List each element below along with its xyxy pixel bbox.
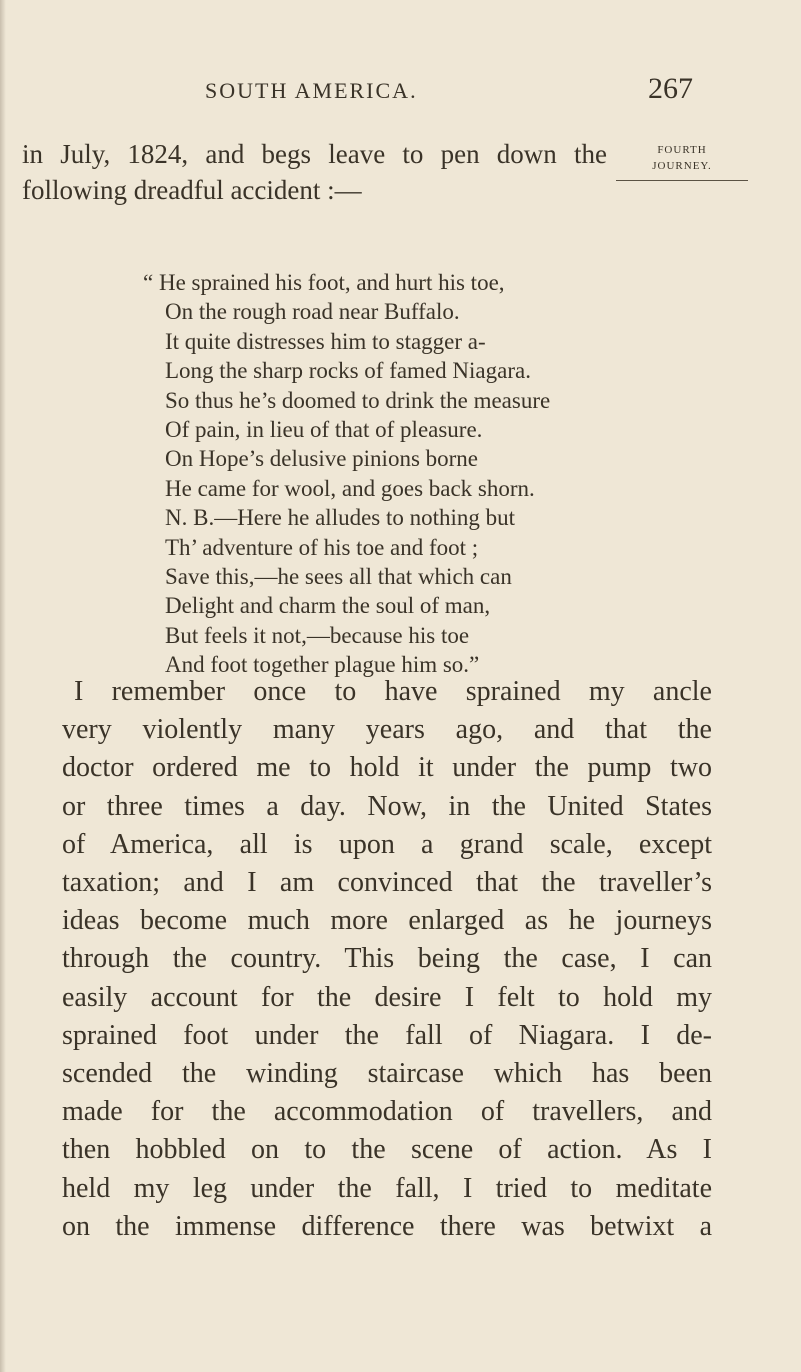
- text-line: taxation; and I am convinced that the traveller’s: [62, 867, 712, 899]
- text-line: through the country. This being the case, I can: [62, 943, 712, 975]
- text-line: in July, 1824, and begs leave to pen down the: [22, 139, 607, 169]
- poem-line: So thus he’s doomed to drink the measure: [165, 387, 551, 413]
- margin-note-line: FOURTH: [657, 144, 707, 156]
- poem-line: “ He sprained his foot, and hurt his toe,: [143, 270, 505, 295]
- text-line: doctor ordered me to hold it under the pump two: [62, 752, 712, 784]
- text-line: ideas become much more enlarged as he journeys: [62, 905, 712, 937]
- text-line: held my leg under the fall, I tried to meditate: [62, 1172, 712, 1204]
- page-edge-shadow: [0, 0, 6, 1372]
- text-line: scended the winding staircase which has been: [62, 1058, 712, 1090]
- page-number: 267: [648, 72, 693, 105]
- running-head: SOUTH AMERICA.: [205, 78, 418, 103]
- poem-line: Th’ adventure of his toe and foot ;: [165, 534, 479, 560]
- margin-note-line: JOURNEY.: [652, 160, 712, 172]
- poem-block: [143, 268, 605, 680]
- poem-line: On the rough road near Buffalo.: [165, 299, 460, 325]
- poem-line: And foot together plague him so.”: [165, 652, 480, 678]
- poem-line: He came for wool, and goes back shorn.: [165, 475, 535, 501]
- text-line: I remember once to have sprained my ancle: [74, 676, 712, 707]
- body-paragraph: [62, 673, 712, 1246]
- text-line: following dreadful accident :—: [22, 175, 362, 205]
- text-line: easily account for the desire I felt to hold my: [62, 981, 712, 1013]
- text-line: on the immense difference there was betwixt a: [62, 1210, 712, 1242]
- text-line: then hobbled on to the scene of action. As I: [62, 1134, 712, 1166]
- poem-line: N. B.—Here he alludes to nothing but: [165, 505, 516, 531]
- poem-line: It quite distresses him to stagger a-: [165, 328, 486, 354]
- text-line: very violently many years ago, and that the: [62, 714, 712, 746]
- poem-line: Save this,—he sees all that which can: [165, 564, 512, 590]
- text-line: or three times a day. Now, in the United States: [62, 790, 712, 822]
- poem-line: Delight and charm the soul of man,: [165, 593, 491, 619]
- margin-note: [612, 142, 752, 181]
- text-line: made for the accommodation of travellers, and: [62, 1096, 712, 1128]
- poem-line: On Hope’s delusive pinions borne: [165, 446, 479, 472]
- page-header: [0, 72, 801, 118]
- poem-line: But feels it not,—because his toe: [165, 622, 470, 648]
- poem-line: Long the sharp rocks of famed Niagara.: [165, 358, 531, 384]
- text-line: of America, all is upon a grand scale, except: [62, 828, 712, 860]
- text-line: sprained foot under the fall of Niagara. I de-: [62, 1019, 712, 1051]
- poem-line: Of pain, in lieu of that of pleasure.: [165, 417, 483, 443]
- margin-note-rule: [616, 180, 748, 181]
- intro-paragraph: [22, 136, 607, 208]
